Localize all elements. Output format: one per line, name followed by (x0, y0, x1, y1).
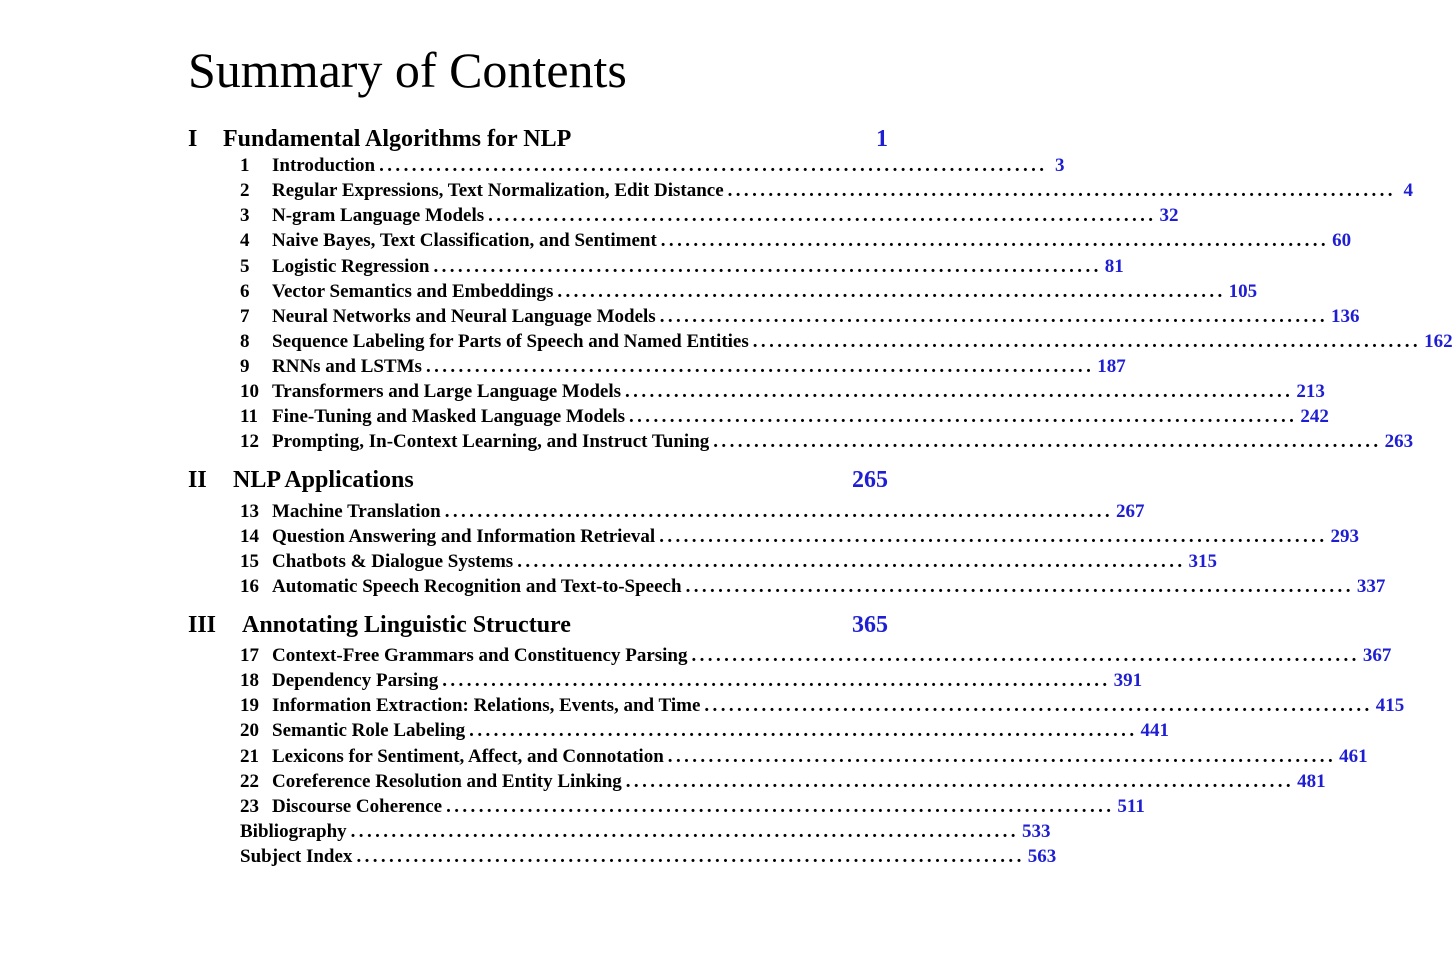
chapter-title: Information Extraction: Relations, Events, and Time (272, 695, 701, 716)
toc-entry[interactable] (240, 770, 1326, 794)
part-page-link[interactable]: 365 (852, 612, 888, 638)
chapter-number: 19 (240, 695, 259, 716)
chapter-title: Introduction (272, 155, 376, 176)
chapter-number: 9 (240, 356, 250, 377)
dot-leader: .................................................................................. (659, 306, 1329, 327)
chapter-number: 2 (240, 180, 250, 201)
toc-entry[interactable] (240, 669, 1143, 693)
dot-leader: .................................................................................. (488, 205, 1157, 226)
chapter-title: RNNs and LSTMs (272, 356, 422, 377)
toc-entry[interactable] (240, 330, 1453, 354)
chapter-title: Automatic Speech Recognition and Text-to-Speech (272, 576, 682, 597)
chapter-number: 17 (240, 645, 259, 666)
chapter-number: 23 (240, 796, 259, 817)
chapter-title: Context-Free Grammars and Constituency Parsing (272, 645, 688, 666)
chapter-page-link[interactable]: 391 (1113, 670, 1143, 691)
chapter-title: Regular Expressions, Text Normalization, Edit Distance (272, 180, 724, 201)
part-page-link[interactable]: 1 (876, 126, 888, 152)
chapter-page-link[interactable]: 267 (1116, 501, 1145, 522)
dot-leader: .................................................................................. (625, 771, 1295, 792)
chapter-page-link[interactable]: 4 (1403, 180, 1413, 201)
chapter-page-link[interactable]: 213 (1296, 381, 1325, 402)
part-page-link[interactable]: 265 (852, 467, 888, 493)
part-heading-2[interactable] (188, 466, 888, 494)
chapter-number: 8 (240, 331, 250, 352)
part-number: I (188, 126, 198, 152)
chapter-title: Coreference Resolution and Entity Linking (272, 771, 622, 792)
chapter-number: 6 (240, 281, 250, 302)
dot-leader: .................................................................................. (727, 180, 1396, 201)
chapter-page-link[interactable]: 293 (1330, 526, 1359, 547)
toc-entry[interactable] (240, 500, 1145, 524)
chapter-title: Prompting, In-Context Learning, and Instruct Tuning (272, 431, 710, 452)
part-heading-3[interactable] (188, 611, 888, 639)
toc-entry[interactable] (240, 694, 1405, 718)
part-title: Fundamental Algorithms for NLP (223, 126, 572, 152)
toc-entry[interactable] (240, 380, 1325, 404)
dot-leader: .................................................................................. (667, 746, 1337, 767)
chapter-page-link[interactable]: 481 (1297, 771, 1326, 792)
chapter-number: 7 (240, 306, 250, 327)
toc-entry[interactable] (240, 305, 1360, 329)
dot-leader: .................................................................................. (442, 670, 1111, 691)
chapter-number: 5 (240, 256, 250, 277)
toc-entry[interactable] (240, 719, 1169, 743)
chapter-title: Logistic Regression (272, 256, 430, 277)
chapter-number: 18 (240, 670, 259, 691)
chapter-number: 22 (240, 771, 259, 792)
chapter-page-link[interactable]: 461 (1339, 746, 1368, 767)
dot-leader: .................................................................................. (625, 381, 1294, 402)
chapter-page-link[interactable]: 415 (1375, 695, 1405, 716)
dot-leader: .................................................................................. (557, 281, 1226, 302)
toc-entry[interactable] (240, 355, 1126, 379)
toc-entry[interactable] (240, 255, 1124, 279)
toc-entry-bibliography[interactable] (240, 820, 1051, 844)
chapter-title: Sequence Labeling for Parts of Speech and Named Entities (272, 331, 749, 352)
chapter-page-link[interactable]: 367 (1362, 645, 1392, 666)
toc-entry[interactable] (240, 154, 1065, 178)
toc-entry[interactable] (240, 795, 1145, 819)
toc-entry[interactable] (240, 525, 1359, 549)
part-number: II (188, 467, 207, 493)
dot-leader: .................................................................................. (356, 846, 1025, 867)
chapter-number: 11 (240, 406, 258, 427)
page-title: Summary of Contents (188, 42, 627, 98)
chapter-title: Dependency Parsing (272, 670, 439, 691)
chapter-title: Bibliography (240, 821, 347, 842)
chapter-title: Vector Semantics and Embeddings (272, 281, 554, 302)
part-title: NLP Applications (233, 467, 414, 493)
chapter-page-link[interactable]: 563 (1027, 846, 1057, 867)
chapter-page-link[interactable]: 187 (1097, 356, 1126, 377)
chapter-page-link[interactable]: 533 (1021, 821, 1051, 842)
chapter-title: Discourse Coherence (272, 796, 443, 817)
chapter-page-link[interactable]: 441 (1140, 720, 1169, 741)
toc-entry[interactable] (240, 575, 1386, 599)
chapter-page-link[interactable]: 315 (1188, 551, 1218, 572)
dot-leader: .................................................................................. (691, 645, 1360, 666)
toc-entry[interactable] (240, 229, 1352, 253)
toc-entry[interactable] (240, 745, 1368, 769)
dot-leader: .................................................................................. (469, 720, 1138, 741)
part-number: III (188, 612, 217, 638)
chapter-number: 20 (240, 720, 259, 741)
toc-entry[interactable] (240, 430, 1414, 454)
chapter-title: Naive Bayes, Text Classification, and Sentiment (272, 230, 657, 251)
chapter-number: 21 (240, 746, 259, 767)
dot-leader: .................................................................................. (433, 256, 1102, 277)
chapter-number: 1 (240, 155, 250, 176)
chapter-page-link[interactable]: 60 (1332, 230, 1352, 251)
toc-entry[interactable] (240, 550, 1218, 574)
toc-entry[interactable] (240, 280, 1258, 304)
chapter-title: Lexicons for Sentiment, Affect, and Connotation (272, 746, 664, 767)
chapter-number: 15 (240, 551, 259, 572)
dot-leader: .................................................................................. (659, 526, 1328, 547)
toc-entry[interactable] (240, 644, 1392, 668)
chapter-number: 14 (240, 526, 259, 547)
dot-leader: .................................................................................. (350, 821, 1019, 842)
dot-leader: .................................................................................. (517, 551, 1186, 572)
chapter-page-link[interactable]: 511 (1117, 796, 1145, 817)
chapter-page-link[interactable]: 105 (1228, 281, 1258, 302)
chapter-title: Semantic Role Labeling (272, 720, 466, 741)
dot-leader: .................................................................................. (629, 406, 1298, 427)
part-title: Annotating Linguistic Structure (242, 612, 571, 638)
chapter-number: 16 (240, 576, 259, 597)
toc-entry[interactable] (240, 179, 1413, 203)
chapter-page-link[interactable]: 136 (1331, 306, 1360, 327)
chapter-number: 4 (240, 230, 250, 251)
chapter-number: 10 (240, 381, 259, 402)
toc-entry[interactable] (240, 204, 1179, 228)
chapter-title: Fine-Tuning and Masked Language Models (272, 406, 625, 427)
chapter-title: Question Answering and Information Retrieval (272, 526, 656, 547)
chapter-title: N-gram Language Models (272, 205, 485, 226)
chapter-page-link[interactable]: 242 (1300, 406, 1329, 427)
dot-leader: .................................................................................. (425, 356, 1095, 377)
part-heading-1[interactable] (188, 125, 888, 153)
chapter-page-link[interactable]: 32 (1159, 205, 1179, 226)
dot-leader: .................................................................................. (444, 501, 1114, 522)
chapter-number: 12 (240, 431, 259, 452)
chapter-title: Machine Translation (272, 501, 441, 522)
chapter-page-link[interactable]: 337 (1356, 576, 1386, 597)
toc-entry-subject-index[interactable] (240, 845, 1057, 869)
chapter-number: 13 (240, 501, 259, 522)
chapter-page-link[interactable]: 3 (1054, 155, 1065, 176)
dot-leader: .................................................................................. (379, 155, 1048, 176)
toc-entry[interactable] (240, 405, 1329, 429)
dot-leader: .................................................................................. (446, 796, 1115, 817)
chapter-title: Subject Index (240, 846, 353, 867)
chapter-page-link[interactable]: 162 (1424, 331, 1453, 352)
dot-leader: .................................................................................. (752, 331, 1422, 352)
chapter-page-link[interactable]: 81 (1104, 256, 1124, 277)
dot-leader: .................................................................................. (713, 431, 1382, 452)
chapter-page-link[interactable]: 263 (1384, 431, 1414, 452)
chapter-title: Neural Networks and Neural Language Models (272, 306, 656, 327)
chapter-title: Chatbots & Dialogue Systems (272, 551, 514, 572)
chapter-title: Transformers and Large Language Models (272, 381, 622, 402)
dot-leader: .................................................................................. (685, 576, 1354, 597)
dot-leader: .................................................................................. (660, 230, 1330, 251)
chapter-number: 3 (240, 205, 250, 226)
dot-leader: .................................................................................. (704, 695, 1373, 716)
